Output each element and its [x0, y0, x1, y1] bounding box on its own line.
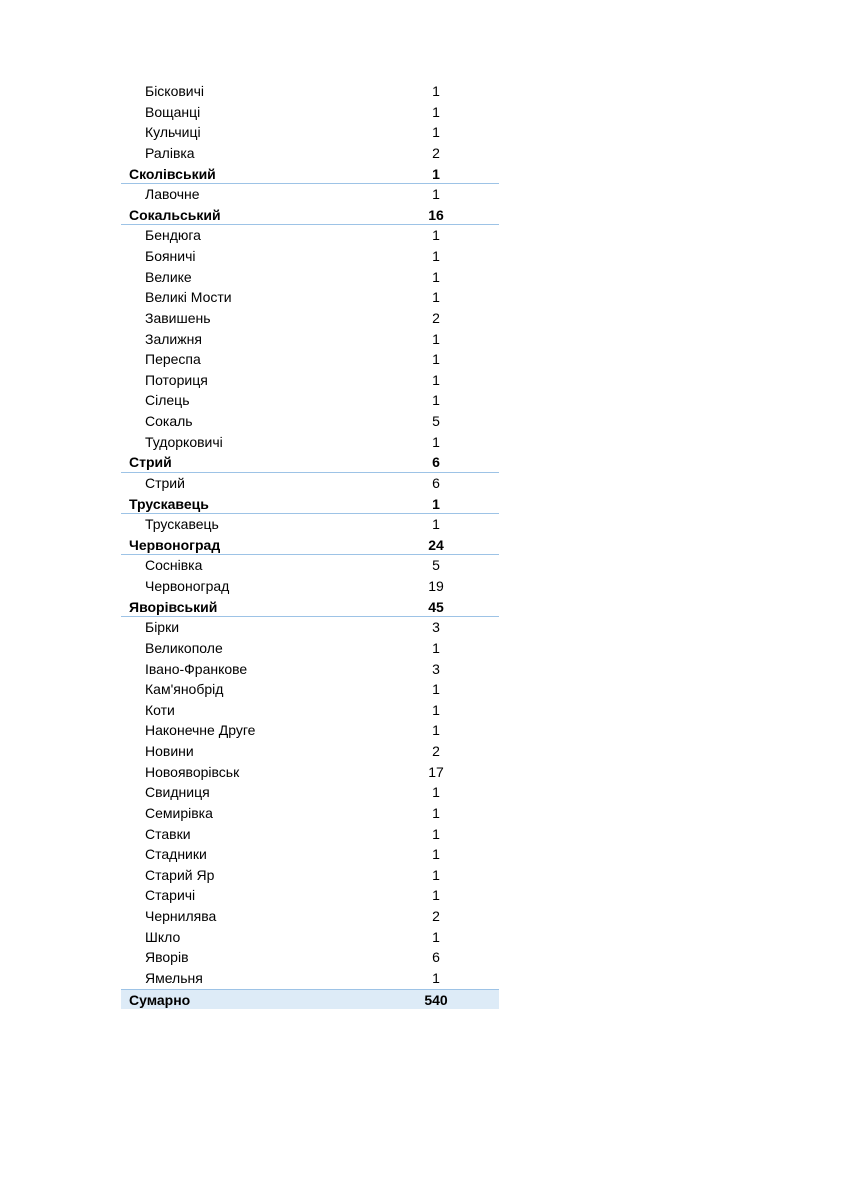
- settlement-row: [121, 762, 499, 783]
- settlement-count: 1: [432, 103, 440, 120]
- settlement-count: 2: [432, 908, 440, 924]
- settlement-row: [121, 700, 499, 721]
- settlement-count: 1: [432, 351, 440, 368]
- settlement-name: Свидниця: [145, 784, 210, 801]
- settlement-count: 2: [432, 743, 440, 759]
- district-group-row: [121, 494, 499, 515]
- settlement-row: [121, 432, 499, 453]
- district-name: Трускавець: [129, 495, 209, 512]
- settlement-name: Чернилява: [145, 908, 217, 924]
- settlement-name: Стрий: [145, 474, 185, 491]
- settlement-name: Поториця: [145, 371, 208, 388]
- settlement-count: 5: [432, 557, 440, 574]
- settlement-count: 1: [432, 248, 440, 264]
- district-count: 45: [428, 598, 444, 615]
- settlement-count: 1: [432, 887, 440, 904]
- settlement-row: [121, 122, 499, 143]
- settlement-row: [121, 865, 499, 886]
- total-label: Сумарно: [129, 991, 191, 1008]
- settlement-count: 1: [432, 371, 440, 388]
- settlement-row: [121, 370, 499, 391]
- settlement-name: Кам'янобрід: [145, 681, 224, 698]
- settlement-name: Яворів: [145, 949, 189, 966]
- settlement-name: Залижня: [145, 330, 202, 347]
- district-group-row: [121, 452, 499, 473]
- settlement-row: [121, 102, 499, 123]
- settlement-count: 1: [432, 825, 440, 842]
- settlement-row: [121, 184, 499, 205]
- settlement-name: Великополе: [145, 639, 223, 656]
- settlement-row: [121, 782, 499, 803]
- total-row: [121, 989, 499, 1010]
- settlement-count: 1: [432, 722, 440, 739]
- settlement-count: 1: [432, 227, 440, 244]
- settlement-name: Старичі: [145, 887, 196, 904]
- district-name: Сокальський: [129, 206, 221, 223]
- settlement-count: 1: [432, 681, 440, 698]
- district-name: Яворівський: [129, 598, 218, 615]
- settlement-name: Ставки: [145, 825, 191, 842]
- settlement-name: Соснівка: [145, 557, 203, 574]
- settlement-name: Бояничі: [145, 248, 196, 264]
- settlement-count: 3: [432, 660, 440, 677]
- settlement-name: Червоноград: [145, 578, 230, 594]
- settlement-row: [121, 824, 499, 845]
- settlement-row: [121, 329, 499, 350]
- settlement-name: Шкло: [145, 928, 181, 945]
- settlement-row: [121, 885, 499, 906]
- settlement-name: Кульчиці: [145, 124, 201, 141]
- district-count: 16: [428, 206, 444, 223]
- district-group-row: [121, 205, 499, 226]
- settlement-name: Івано-Франкове: [145, 660, 248, 677]
- settlement-name: Наконечне Друге: [145, 722, 256, 739]
- settlement-row: [121, 947, 499, 968]
- total-count: 540: [424, 991, 448, 1008]
- settlement-name: Коти: [145, 701, 175, 718]
- settlement-row: [121, 968, 499, 989]
- settlement-count: 1: [432, 701, 440, 718]
- settlement-count: 5: [432, 413, 440, 429]
- settlement-name: Завишень: [145, 309, 211, 326]
- settlement-row: [121, 720, 499, 741]
- district-group-row: [121, 597, 499, 618]
- settlement-row: [121, 638, 499, 659]
- settlement-row: [121, 349, 499, 370]
- settlement-name: Ямельня: [145, 969, 203, 986]
- settlement-name: Лавочне: [145, 186, 200, 203]
- district-count: 1: [432, 165, 440, 182]
- district-group-row: [121, 164, 499, 185]
- settlement-count-table: [121, 81, 499, 1009]
- settlement-row: [121, 927, 499, 948]
- settlement-name: Стадники: [145, 846, 207, 863]
- settlement-count: 1: [432, 83, 440, 99]
- settlement-row: [121, 906, 499, 927]
- settlement-count: 1: [432, 846, 440, 863]
- settlement-name: Тудорковичі: [145, 433, 223, 450]
- settlement-count: 1: [432, 639, 440, 656]
- settlement-name: Переспа: [145, 351, 201, 368]
- district-count: 6: [432, 454, 440, 471]
- settlement-count: 1: [432, 784, 440, 801]
- settlement-row: [121, 679, 499, 700]
- settlement-row: [121, 803, 499, 824]
- settlement-name: Бендюга: [145, 227, 201, 244]
- settlement-name: Сокаль: [145, 413, 193, 429]
- district-name: Стрий: [129, 454, 172, 471]
- settlement-count: 1: [432, 969, 440, 986]
- settlement-row: [121, 411, 499, 432]
- settlement-count: 1: [432, 392, 440, 409]
- settlement-row: [121, 390, 499, 411]
- settlement-row: [121, 308, 499, 329]
- settlement-row: [121, 267, 499, 288]
- district-count: 24: [428, 536, 444, 553]
- settlement-count: 6: [432, 474, 440, 491]
- settlement-name: Вощанці: [145, 103, 201, 120]
- settlement-row: [121, 246, 499, 267]
- settlement-name: Семирівка: [145, 804, 213, 821]
- settlement-name: Бірки: [145, 619, 180, 636]
- settlement-count: 1: [432, 928, 440, 945]
- settlement-name: Великі Мости: [145, 289, 232, 306]
- settlement-row: [121, 287, 499, 308]
- settlement-row: [121, 617, 499, 638]
- settlement-row: [121, 659, 499, 680]
- settlement-count: 1: [432, 804, 440, 821]
- settlement-row: [121, 143, 499, 164]
- settlement-row: [121, 576, 499, 597]
- district-count: 1: [432, 495, 440, 512]
- settlement-name: Новини: [145, 743, 194, 759]
- settlement-count: 1: [432, 866, 440, 883]
- settlement-name: Бісковичі: [145, 83, 205, 99]
- settlement-count: 1: [432, 330, 440, 347]
- settlement-name: Ралівка: [145, 144, 195, 161]
- settlement-row: [121, 555, 499, 576]
- settlement-count: 1: [432, 186, 440, 203]
- settlement-count: 6: [432, 949, 440, 966]
- settlement-count: 2: [432, 309, 440, 326]
- district-name: Червоноград: [129, 536, 221, 553]
- settlement-count: 1: [432, 289, 440, 306]
- settlement-count: 3: [432, 619, 440, 636]
- settlement-count: 17: [428, 763, 444, 780]
- settlement-row: [121, 741, 499, 762]
- settlement-count: 19: [428, 578, 444, 594]
- district-name: Сколівський: [129, 165, 216, 182]
- settlement-name: Новояворівськ: [145, 763, 240, 780]
- settlement-count: 1: [432, 516, 440, 533]
- settlement-row: [121, 844, 499, 865]
- settlement-row: [121, 514, 499, 535]
- district-group-row: [121, 535, 499, 556]
- settlement-row: [121, 81, 499, 102]
- settlement-name: Трускавець: [145, 516, 219, 533]
- settlement-row: [121, 225, 499, 246]
- settlement-name: Велике: [145, 268, 192, 285]
- settlement-count: 1: [432, 268, 440, 285]
- settlement-row: [121, 473, 499, 494]
- settlement-count: 1: [432, 124, 440, 141]
- settlement-count: 1: [432, 433, 440, 450]
- settlement-name: Старий Яр: [145, 866, 215, 883]
- settlement-count: 2: [432, 144, 440, 161]
- settlement-name: Сілець: [145, 392, 190, 409]
